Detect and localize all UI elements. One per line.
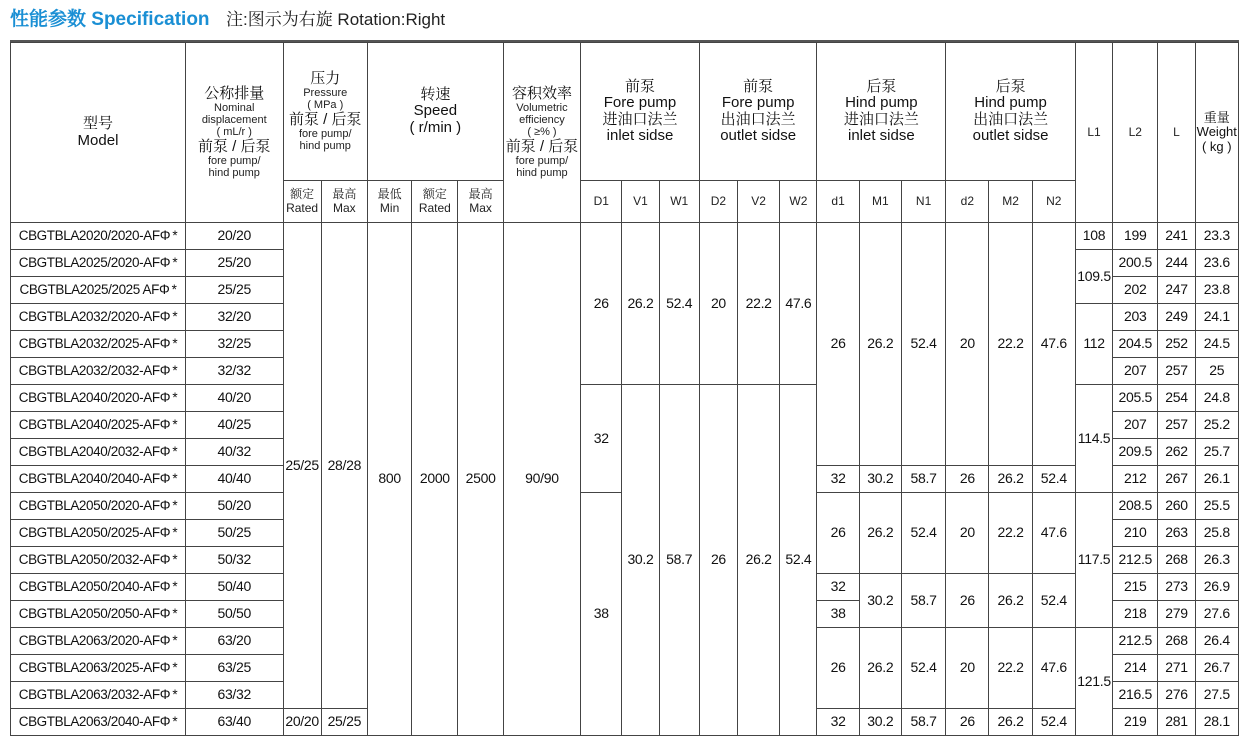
hind-m1-cell: 26.2 <box>859 493 901 574</box>
l-cell: 254 <box>1158 385 1195 412</box>
disp-cell: 32/32 <box>185 358 283 385</box>
hind-n1-cell: 52.4 <box>901 628 945 709</box>
l-cell: 260 <box>1158 493 1195 520</box>
disp-cell: 63/25 <box>185 655 283 682</box>
press-max-cell: 28/28 <box>321 223 367 709</box>
l-cell: 268 <box>1158 628 1195 655</box>
disp-cell: 32/20 <box>185 304 283 331</box>
hind-m1-cell: 26.2 <box>859 223 901 466</box>
model-cell: CBGTBLA2040/2040-AFΦ * <box>11 466 186 493</box>
col-press-max: 最高 Max <box>321 181 367 223</box>
hind-d2-cell: 20 <box>946 223 989 466</box>
col-d2: D2 <box>699 181 737 223</box>
l2-cell: 207 <box>1113 358 1158 385</box>
d1-cell: 26 <box>581 223 622 385</box>
col-v2: V2 <box>738 181 780 223</box>
col-n1: N1 <box>901 181 945 223</box>
hind-d2-cell: 26 <box>946 709 989 736</box>
model-cell: CBGTBLA2040/2032-AFΦ * <box>11 439 186 466</box>
l-cell: 241 <box>1158 223 1195 250</box>
press-max-cell: 25/25 <box>321 709 367 736</box>
model-cell: CBGTBLA2050/2032-AFΦ * <box>11 547 186 574</box>
hind-m2-cell: 22.2 <box>989 628 1032 709</box>
l2-cell: 207 <box>1113 412 1158 439</box>
l-cell: 273 <box>1158 574 1195 601</box>
model-cell: CBGTBLA2040/2025-AFΦ * <box>11 412 186 439</box>
l-cell: 276 <box>1158 682 1195 709</box>
hind-d1-cell: 32 <box>817 574 859 601</box>
weight-cell: 23.8 <box>1195 277 1238 304</box>
l2-cell: 219 <box>1113 709 1158 736</box>
model-cell: CBGTBLA2025/2025 AFΦ * <box>11 277 186 304</box>
page-title: 性能参数 Specification <box>10 9 210 30</box>
table-row <box>11 223 1239 250</box>
weight-cell: 23.3 <box>1195 223 1238 250</box>
col-sd1: d1 <box>817 181 859 223</box>
weight-cell: 25.8 <box>1195 520 1238 547</box>
hind-n1-cell: 52.4 <box>901 223 945 466</box>
l-cell: 257 <box>1158 358 1195 385</box>
disp-cell: 32/25 <box>185 331 283 358</box>
d1-cell: 32 <box>581 385 622 493</box>
disp-cell: 50/32 <box>185 547 283 574</box>
model-cell: CBGTBLA2063/2032-AFΦ * <box>11 682 186 709</box>
l2-cell: 200.5 <box>1113 250 1158 277</box>
disp-cell: 50/40 <box>185 574 283 601</box>
l2-cell: 208.5 <box>1113 493 1158 520</box>
l1-cell: 108 <box>1075 223 1112 250</box>
disp-cell: 50/20 <box>185 493 283 520</box>
col-m2: M2 <box>989 181 1032 223</box>
model-cell: CBGTBLA2063/2025-AFΦ * <box>11 655 186 682</box>
col-speed-min: 最低 Min <box>367 181 411 223</box>
weight-cell: 26.3 <box>1195 547 1238 574</box>
disp-cell: 25/25 <box>185 277 283 304</box>
col-d1: D1 <box>581 181 622 223</box>
v1-cell: 30.2 <box>622 385 659 736</box>
hind-n1-cell: 52.4 <box>901 493 945 574</box>
disp-cell: 20/20 <box>185 223 283 250</box>
l-cell: 267 <box>1158 466 1195 493</box>
col-weight: 重量 Weight ( kg ) <box>1195 43 1238 223</box>
press-rated-cell: 20/20 <box>283 709 321 736</box>
model-cell: CBGTBLA2050/2040-AFΦ * <box>11 574 186 601</box>
v2-cell: 26.2 <box>738 385 780 736</box>
hind-n1-cell: 58.7 <box>901 709 945 736</box>
hind-d2-cell: 26 <box>946 574 989 628</box>
l-cell: 257 <box>1158 412 1195 439</box>
model-cell: CBGTBLA2050/2025-AFΦ * <box>11 520 186 547</box>
col-l: L <box>1158 43 1195 223</box>
l-cell: 271 <box>1158 655 1195 682</box>
press-rated-cell: 25/25 <box>283 223 321 709</box>
hind-d1-cell: 26 <box>817 628 859 709</box>
disp-cell: 50/50 <box>185 601 283 628</box>
l2-cell: 199 <box>1113 223 1158 250</box>
weight-cell: 25.5 <box>1195 493 1238 520</box>
specification-table <box>10 42 1239 736</box>
l2-cell: 209.5 <box>1113 439 1158 466</box>
hind-d1-cell: 26 <box>817 493 859 574</box>
col-speed: 转速 Speed ( r/min ) <box>367 43 503 181</box>
weight-cell: 27.6 <box>1195 601 1238 628</box>
hind-m2-cell: 26.2 <box>989 574 1032 628</box>
hind-n2-cell: 47.6 <box>1032 493 1075 574</box>
col-press-rated: 额定 Rated <box>283 181 321 223</box>
model-cell: CBGTBLA2040/2020-AFΦ * <box>11 385 186 412</box>
hind-d2-cell: 20 <box>946 493 989 574</box>
weight-cell: 24.5 <box>1195 331 1238 358</box>
hind-d1-cell: 38 <box>817 601 859 628</box>
l1-cell: 112 <box>1075 304 1112 385</box>
l1-cell: 109.5 <box>1075 250 1112 304</box>
weight-cell: 28.1 <box>1195 709 1238 736</box>
l2-cell: 214 <box>1113 655 1158 682</box>
rotation-note: 注:图示为右旋 Rotation:Right <box>225 10 446 29</box>
hind-n2-cell: 47.6 <box>1032 223 1075 466</box>
weight-cell: 26.9 <box>1195 574 1238 601</box>
hind-m2-cell: 26.2 <box>989 466 1032 493</box>
hind-m2-cell: 22.2 <box>989 223 1032 466</box>
hind-m1-cell: 26.2 <box>859 628 901 709</box>
speed-max-cell: 2500 <box>458 223 503 736</box>
weight-cell: 26.1 <box>1195 466 1238 493</box>
model-cell: CBGTBLA2063/2040-AFΦ * <box>11 709 186 736</box>
hind-m2-cell: 26.2 <box>989 709 1032 736</box>
model-cell: CBGTBLA2050/2020-AFΦ * <box>11 493 186 520</box>
l-cell: 247 <box>1158 277 1195 304</box>
disp-cell: 40/40 <box>185 466 283 493</box>
col-hind-inlet: 后泵 Hind pump 进油口法兰 inlet sidse <box>817 43 946 181</box>
hind-n2-cell: 52.4 <box>1032 574 1075 628</box>
col-sd2: d2 <box>946 181 989 223</box>
weight-cell: 27.5 <box>1195 682 1238 709</box>
hind-m1-cell: 30.2 <box>859 574 901 628</box>
col-speed-max: 最高 Max <box>458 181 503 223</box>
hind-n1-cell: 58.7 <box>901 466 945 493</box>
l-cell: 268 <box>1158 547 1195 574</box>
l2-cell: 218 <box>1113 601 1158 628</box>
col-pressure: 压力 Pressure ( MPa ) 前泵 / 后泵 fore pump/ hind pump <box>283 43 367 181</box>
l2-cell: 204.5 <box>1113 331 1158 358</box>
d2-cell: 26 <box>699 385 737 736</box>
l2-cell: 212.5 <box>1113 547 1158 574</box>
hind-m2-cell: 22.2 <box>989 493 1032 574</box>
hind-m1-cell: 30.2 <box>859 709 901 736</box>
col-n2: N2 <box>1032 181 1075 223</box>
col-fore-inlet: 前泵 Fore pump 进油口法兰 inlet sidse <box>581 43 700 181</box>
l1-cell: 114.5 <box>1075 385 1112 493</box>
d1-cell: 38 <box>581 493 622 736</box>
hind-n1-cell: 58.7 <box>901 574 945 628</box>
col-l1: L1 <box>1075 43 1112 223</box>
w1-cell: 52.4 <box>659 223 699 385</box>
hind-n2-cell: 52.4 <box>1032 466 1075 493</box>
col-m1: M1 <box>859 181 901 223</box>
model-cell: CBGTBLA2032/2032-AFΦ * <box>11 358 186 385</box>
weight-cell: 25.7 <box>1195 439 1238 466</box>
hind-n2-cell: 52.4 <box>1032 709 1075 736</box>
disp-cell: 40/25 <box>185 412 283 439</box>
disp-cell: 40/20 <box>185 385 283 412</box>
col-fore-outlet: 前泵 Fore pump 出油口法兰 outlet sidse <box>699 43 817 181</box>
model-cell: CBGTBLA2020/2020-AFΦ * <box>11 223 186 250</box>
col-displacement: 公称排量 Nominal displacement ( mL/r ) 前泵 / 后泵 fore pump/ hind pump <box>185 43 283 223</box>
model-cell: CBGTBLA2050/2050-AFΦ * <box>11 601 186 628</box>
l-cell: 281 <box>1158 709 1195 736</box>
l2-cell: 202 <box>1113 277 1158 304</box>
l2-cell: 210 <box>1113 520 1158 547</box>
disp-cell: 40/32 <box>185 439 283 466</box>
l-cell: 263 <box>1158 520 1195 547</box>
l2-cell: 205.5 <box>1113 385 1158 412</box>
col-v1: V1 <box>622 181 659 223</box>
l-cell: 252 <box>1158 331 1195 358</box>
weight-cell: 24.8 <box>1195 385 1238 412</box>
weight-cell: 24.1 <box>1195 304 1238 331</box>
disp-cell: 63/32 <box>185 682 283 709</box>
col-hind-outlet: 后泵 Hind pump 出油口法兰 outlet sidse <box>946 43 1076 181</box>
hind-n2-cell: 47.6 <box>1032 628 1075 709</box>
col-efficiency: 容积效率 Volumetric efficiency ( ≥% ) 前泵 / 后泵 fore pump/ hind pump <box>503 43 580 223</box>
l-cell: 249 <box>1158 304 1195 331</box>
w2-cell: 52.4 <box>780 385 817 736</box>
l2-cell: 203 <box>1113 304 1158 331</box>
l2-cell: 212 <box>1113 466 1158 493</box>
l2-cell: 216.5 <box>1113 682 1158 709</box>
hind-d1-cell: 26 <box>817 223 859 466</box>
w1-cell: 58.7 <box>659 385 699 736</box>
model-cell: CBGTBLA2032/2025-AFΦ * <box>11 331 186 358</box>
weight-cell: 25 <box>1195 358 1238 385</box>
col-speed-rated: 额定 Rated <box>412 181 458 223</box>
disp-cell: 25/20 <box>185 250 283 277</box>
col-w2: W2 <box>780 181 817 223</box>
l1-cell: 117.5 <box>1075 493 1112 628</box>
v1-cell: 26.2 <box>622 223 659 385</box>
hind-d2-cell: 26 <box>946 466 989 493</box>
col-w1: W1 <box>659 181 699 223</box>
l1-cell: 121.5 <box>1075 628 1112 736</box>
hind-d1-cell: 32 <box>817 709 859 736</box>
hind-d1-cell: 32 <box>817 466 859 493</box>
w2-cell: 47.6 <box>780 223 817 385</box>
hind-m1-cell: 30.2 <box>859 466 901 493</box>
model-cell: CBGTBLA2063/2020-AFΦ * <box>11 628 186 655</box>
disp-cell: 63/40 <box>185 709 283 736</box>
weight-cell: 26.7 <box>1195 655 1238 682</box>
l2-cell: 215 <box>1113 574 1158 601</box>
l2-cell: 212.5 <box>1113 628 1158 655</box>
col-l2: L2 <box>1113 43 1158 223</box>
model-cell: CBGTBLA2032/2020-AFΦ * <box>11 304 186 331</box>
efficiency-cell: 90/90 <box>503 223 580 736</box>
speed-rated-cell: 2000 <box>412 223 458 736</box>
d2-cell: 20 <box>699 223 737 385</box>
col-model: 型号 Model <box>11 43 186 223</box>
l-cell: 279 <box>1158 601 1195 628</box>
weight-cell: 23.6 <box>1195 250 1238 277</box>
disp-cell: 63/20 <box>185 628 283 655</box>
page-header <box>10 4 445 30</box>
weight-cell: 25.2 <box>1195 412 1238 439</box>
speed-min-cell: 800 <box>367 223 411 736</box>
weight-cell: 26.4 <box>1195 628 1238 655</box>
v2-cell: 22.2 <box>738 223 780 385</box>
model-cell: CBGTBLA2025/2020-AFΦ * <box>11 250 186 277</box>
hind-d2-cell: 20 <box>946 628 989 709</box>
disp-cell: 50/25 <box>185 520 283 547</box>
l-cell: 244 <box>1158 250 1195 277</box>
l-cell: 262 <box>1158 439 1195 466</box>
